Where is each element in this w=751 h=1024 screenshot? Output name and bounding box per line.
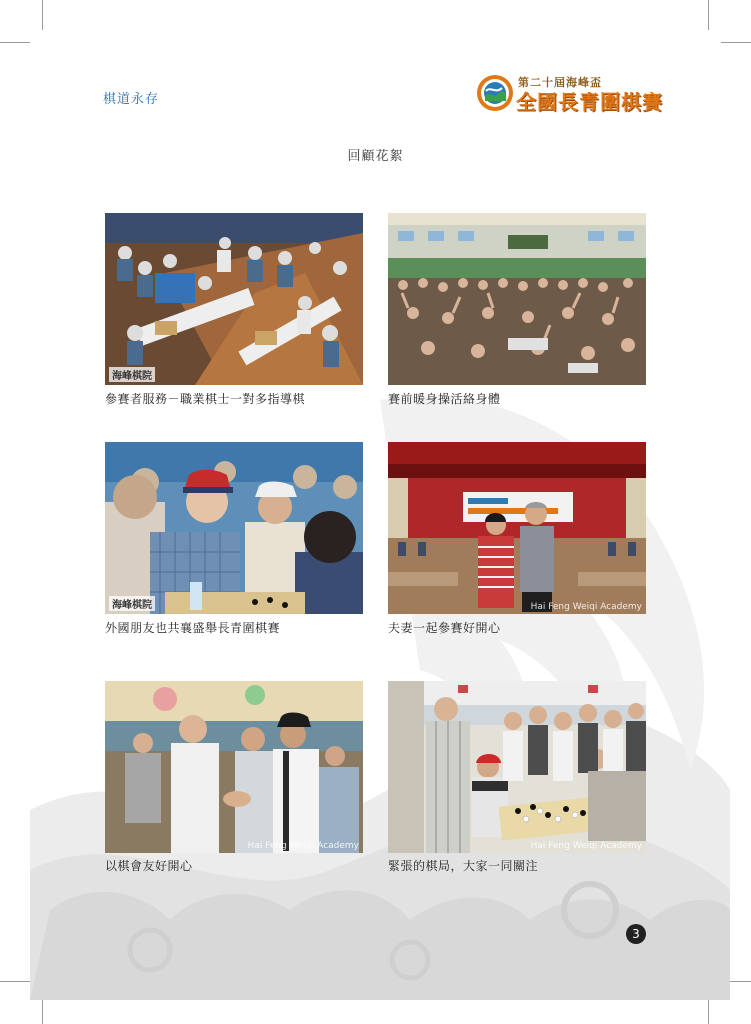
crop-mark <box>42 0 43 30</box>
photo-watermark: Hai Feng Weiqi Academy <box>530 841 642 851</box>
crop-mark <box>0 42 30 43</box>
photo-couple <box>388 442 646 614</box>
logo-title: 全國長青圍棋賽 <box>516 90 663 114</box>
photo-caption: 賽前暖身操活絡身體 <box>388 392 501 406</box>
photo-watermark: Hai Feng Weiqi Academy <box>530 602 642 612</box>
photo-instruction-games <box>105 213 363 385</box>
photo-caption: 夫妻一起參賽好開心 <box>388 621 501 635</box>
photo-caption: 以棋會友好開心 <box>105 859 193 873</box>
photo-caption: 外國朋友也共襄盛舉長青圍棋賽 <box>105 621 281 635</box>
photo-tense-game <box>388 681 646 853</box>
crop-mark <box>0 981 30 982</box>
photo-caption: 緊張的棋局，大家一同關注 <box>388 859 539 873</box>
watermark-logo: 海峰棋院 <box>109 596 155 611</box>
crop-mark <box>708 0 709 30</box>
section-title: 回顧花絮 <box>347 149 404 164</box>
photo-watermark: Hai Feng Weiqi Academy <box>247 841 359 851</box>
tournament-logo <box>476 72 686 118</box>
logo-subtitle: 第二十屆海峰盃 <box>518 76 602 89</box>
photo-warmup-exercise <box>388 213 646 385</box>
photo-caption: 參賽者服務－職業棋士一對多指導棋 <box>105 392 306 406</box>
page-number: 3 <box>626 924 646 944</box>
crop-mark <box>721 42 751 43</box>
header-title: 棋道永存 <box>103 92 160 107</box>
photo-handshake <box>105 681 363 853</box>
photo-foreign-participant <box>105 442 363 614</box>
watermark-logo: 海峰棋院 <box>109 367 155 382</box>
emblem-icon <box>476 74 514 112</box>
